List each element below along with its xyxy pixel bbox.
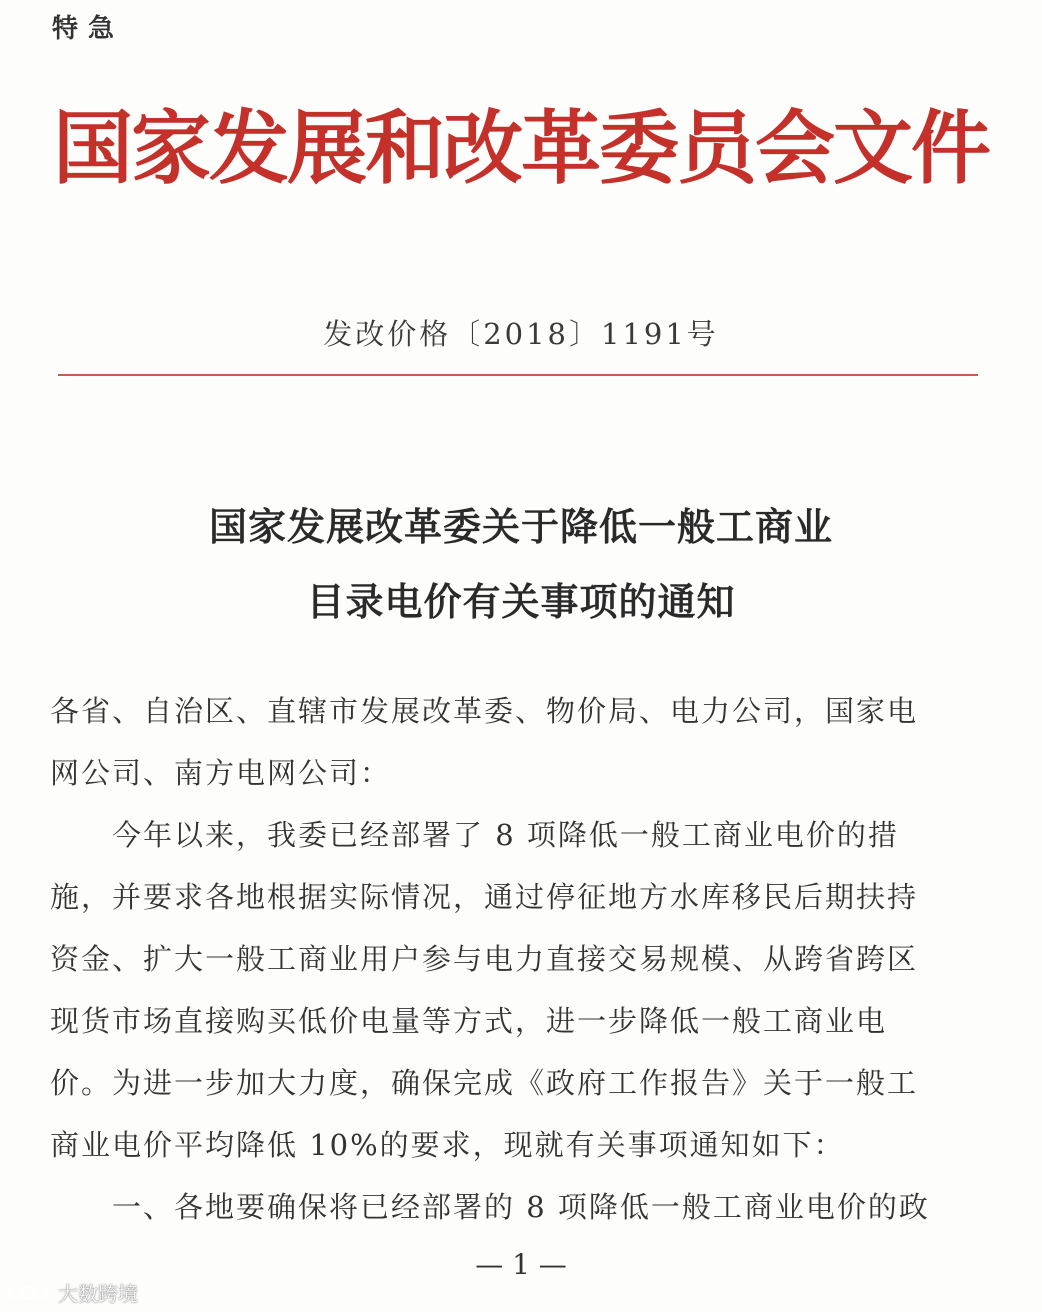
document-number: 发改价格〔2018〕1191号: [323, 317, 719, 351]
watermark-logo-icon: [8, 1282, 52, 1304]
red-divider: [58, 374, 978, 376]
issuing-org-header: 国家发展和改革委员会文件: [53, 101, 989, 195]
body-text-line: 一、各地要确保将已经部署的 8 项降低一般工商业电价的政: [50, 1190, 930, 1224]
body-text-line: 价。为进一步加大力度，确保完成《政府工作报告》关于一般工: [50, 1066, 919, 1100]
page-number: — 1 —: [475, 1248, 567, 1281]
watermark-text: 大数跨境: [58, 1282, 138, 1306]
watermark: [8, 1278, 138, 1307]
body-text-line: 商业电价平均降低 10%的要求，现就有关事项通知如下：: [50, 1128, 845, 1162]
body-text-line: 施，并要求各地根据实际情况，通过停征地方水库移民后期扶持: [50, 880, 919, 914]
addressee-line-1: 各省、自治区、直辖市发展改革委、物价局、电力公司，国家电: [50, 694, 919, 728]
document-title-line-1: 国家发展改革委关于降低一般工商业: [208, 504, 833, 549]
body-text-line: 资金、扩大一般工商业用户参与电力直接交易规模、从跨省跨区: [50, 942, 919, 976]
body-text-line: 现货市场直接购买低价电量等方式，进一步降低一般工商业电: [50, 1004, 888, 1038]
addressee-line-2: 网公司、南方电网公司：: [50, 756, 392, 790]
document-title-line-2: 目录电价有关事项的通知: [306, 579, 736, 624]
body-text-line: 今年以来，我委已经部署了 8 项降低一般工商业电价的措: [50, 818, 899, 852]
urgency-mark: 特急: [52, 14, 125, 44]
